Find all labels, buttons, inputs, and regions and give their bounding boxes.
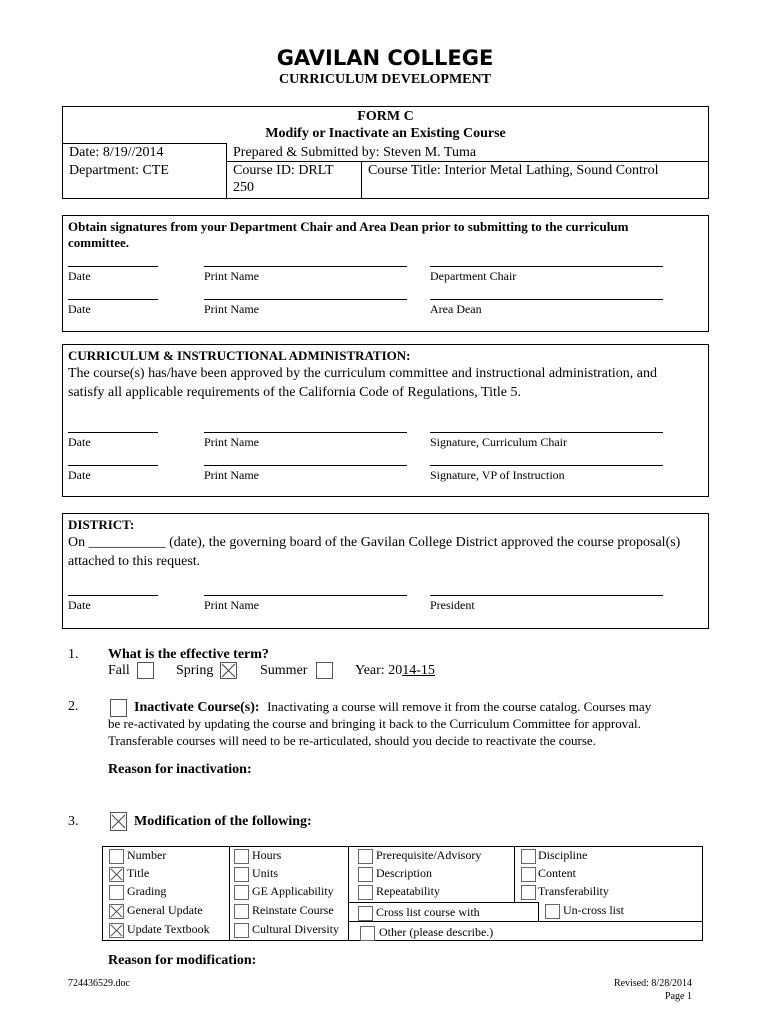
form-title: FORM C	[357, 109, 414, 124]
sig-curriculum-chair-label: Signature, Curriculum Chair	[430, 435, 567, 449]
admin-text: The course(s) has/have been approved by the curriculum committee and instructional administration, and satisfy all applicable requirements of the California Code of Regulations, Title 5.	[68, 366, 657, 400]
modification-checkbox-1-1[interactable]	[109, 849, 124, 864]
table-divider	[348, 921, 703, 922]
inactivate-checkbox[interactable]	[110, 699, 127, 717]
inactivate-text-1: Inactivating a course will remove it from the course catalog. Courses may	[267, 699, 652, 714]
modification-option-label: Cultural Diversity	[252, 922, 339, 936]
inactivate-text-3: Transferable courses will need to be re-articulated, should you decide to reactivate the course.	[108, 733, 596, 748]
college-title: GAVILAN COLLEGE	[276, 46, 494, 70]
form-course-id-number: 250	[233, 180, 254, 195]
modification-checkbox-1-3[interactable]	[109, 885, 124, 900]
q2-number: 2.	[68, 699, 79, 714]
signature-line	[68, 432, 158, 433]
modification-checkbox-3-4[interactable]	[358, 906, 373, 921]
signature-line	[68, 299, 158, 300]
modification-checkbox-2-4[interactable]	[234, 904, 249, 919]
modification-checkbox-2-3[interactable]	[234, 885, 249, 900]
summer-checkbox[interactable]	[316, 662, 333, 679]
modification-checkbox[interactable]	[110, 812, 127, 831]
area-dean-label: Area Dean	[430, 302, 482, 316]
modification-option-label: Other (please describe.)	[379, 925, 494, 939]
modification-checkbox-1-5[interactable]	[109, 923, 124, 938]
signature-line	[430, 465, 663, 466]
modification-checkbox-4-1[interactable]	[521, 849, 536, 864]
date-label: Date	[68, 468, 91, 482]
inactivate-line	[134, 699, 651, 716]
reason-inactivation-label: Reason for inactivation:	[108, 762, 252, 777]
modification-option-label: Title	[127, 866, 150, 880]
modification-checkbox-3-2[interactable]	[358, 867, 373, 882]
district-box	[62, 513, 709, 629]
signatures-instruction: Obtain signatures from your Department Chair and Area Dean prior to submitting to the curriculum committee.	[68, 219, 629, 250]
footer-page: Page 1	[665, 991, 692, 1002]
modification-checkbox-1-2[interactable]	[109, 867, 124, 882]
signature-line	[204, 465, 407, 466]
date-label: Date	[68, 269, 91, 283]
form-prepared-by: Prepared & Submitted by: Steven M. Tuma	[233, 145, 477, 160]
modification-option-label: Description	[376, 866, 432, 880]
signature-line	[68, 595, 158, 596]
signature-line	[68, 266, 158, 267]
signature-line	[204, 299, 407, 300]
form-date: Date: 8/19//2014	[69, 145, 164, 160]
q1-question: What is the effective term?	[108, 647, 269, 662]
modification-option-label: Number	[127, 848, 167, 862]
inactivate-heading: Inactivate Course(s):	[134, 700, 260, 715]
modification-checkbox-3-3[interactable]	[358, 885, 373, 900]
x-mark-icon	[110, 924, 123, 937]
form-course-id: Course ID: DRLT	[233, 163, 334, 178]
modification-option-label: General Update	[127, 903, 203, 917]
spring-label: Spring	[176, 663, 214, 678]
print-name-label: Print Name	[204, 302, 259, 316]
table-divider	[229, 846, 230, 941]
x-mark-icon	[221, 663, 236, 678]
q1-number: 1.	[68, 647, 79, 662]
x-mark-icon	[110, 868, 123, 881]
modification-option-label: Reinstate Course	[252, 903, 334, 917]
sig-vp-label: Signature, VP of Instruction	[430, 468, 565, 482]
signature-line	[430, 266, 663, 267]
form-divider	[62, 143, 227, 144]
district-heading: DISTRICT:	[68, 517, 135, 532]
x-mark-icon	[111, 813, 126, 830]
print-name-label: Print Name	[204, 269, 259, 283]
year-field	[355, 663, 435, 679]
modification-option-label: Transferability	[538, 884, 609, 898]
summer-label: Summer	[260, 663, 308, 678]
form-divider	[361, 161, 362, 199]
modification-checkbox-4-3[interactable]	[521, 885, 536, 900]
table-divider	[348, 902, 538, 903]
president-label: President	[430, 598, 475, 612]
fall-label: Fall	[108, 663, 130, 678]
modification-checkbox-4-4[interactable]	[545, 904, 560, 919]
modification-option-label: Prerequisite/Advisory	[376, 848, 482, 862]
date-label: Date	[68, 598, 91, 612]
modification-option-label: Grading	[127, 884, 167, 898]
print-name-label: Print Name	[204, 435, 259, 449]
modification-checkbox-2-5[interactable]	[234, 923, 249, 938]
modification-option-label: Repeatability	[376, 884, 440, 898]
signature-line	[204, 266, 407, 267]
modification-option-label: Update Textbook	[127, 922, 210, 936]
year-value: 14-15	[402, 663, 435, 678]
inactivate-text-2: be re-activated by updating the course and bringing it back to the Curriculum Committee for approval.	[108, 716, 641, 731]
footer-filename: 724436529.doc	[68, 978, 130, 989]
modification-checkbox-4-2[interactable]	[521, 867, 536, 882]
admin-heading: CURRICULUM & INSTRUCTIONAL ADMINISTRATION:	[68, 348, 411, 363]
signature-line	[68, 465, 158, 466]
signature-line	[430, 299, 663, 300]
x-mark-icon	[110, 905, 123, 918]
table-divider	[348, 846, 349, 941]
spring-checkbox[interactable]	[220, 662, 237, 679]
modification-option-label: Un-cross list	[563, 903, 624, 917]
dept-chair-label: Department Chair	[430, 269, 517, 283]
table-divider	[538, 902, 539, 921]
form-department: Department: CTE	[69, 163, 169, 178]
signature-line	[430, 595, 663, 596]
form-divider	[226, 143, 227, 199]
modification-option-label: GE Applicability	[252, 884, 334, 898]
page-subtitle: CURRICULUM DEVELOPMENT	[279, 72, 491, 87]
fall-checkbox[interactable]	[137, 662, 154, 679]
form-subtitle: Modify or Inactivate an Existing Course	[265, 126, 506, 141]
modification-checkbox-2-2[interactable]	[234, 867, 249, 882]
modification-heading: Modification of the following:	[134, 814, 312, 829]
form-divider	[226, 161, 709, 162]
footer-revised: Revised: 8/28/2014	[613, 978, 692, 989]
print-name-label: Print Name	[204, 468, 259, 482]
signature-line	[430, 432, 663, 433]
modification-checkbox-3-5[interactable]	[360, 926, 375, 941]
print-name-label: Print Name	[204, 598, 259, 612]
modification-checkbox-3-1[interactable]	[358, 849, 373, 864]
modification-checkbox-1-4[interactable]	[109, 904, 124, 919]
q3-number: 3.	[68, 814, 79, 829]
date-label: Date	[68, 302, 91, 316]
reason-modification-label: Reason for modification:	[108, 953, 257, 968]
modification-option-label: Cross list course with	[376, 905, 480, 919]
modification-checkbox-2-1[interactable]	[234, 849, 249, 864]
modification-option-label: Content	[538, 866, 576, 880]
year-label: Year: 20	[355, 663, 403, 678]
modification-option-label: Units	[252, 866, 279, 880]
table-divider	[514, 846, 515, 902]
modification-option-label: Discipline	[538, 848, 588, 862]
date-label: Date	[68, 435, 91, 449]
signature-line	[204, 432, 407, 433]
signature-line	[204, 595, 407, 596]
form-course-title: Course Title: Interior Metal Lathing, Sound Control	[368, 163, 659, 178]
district-text: On ___________ (date), the governing board of the Gavilan College District approved the course proposal(s) attached to this request.	[68, 535, 681, 569]
modification-option-label: Hours	[252, 848, 282, 862]
